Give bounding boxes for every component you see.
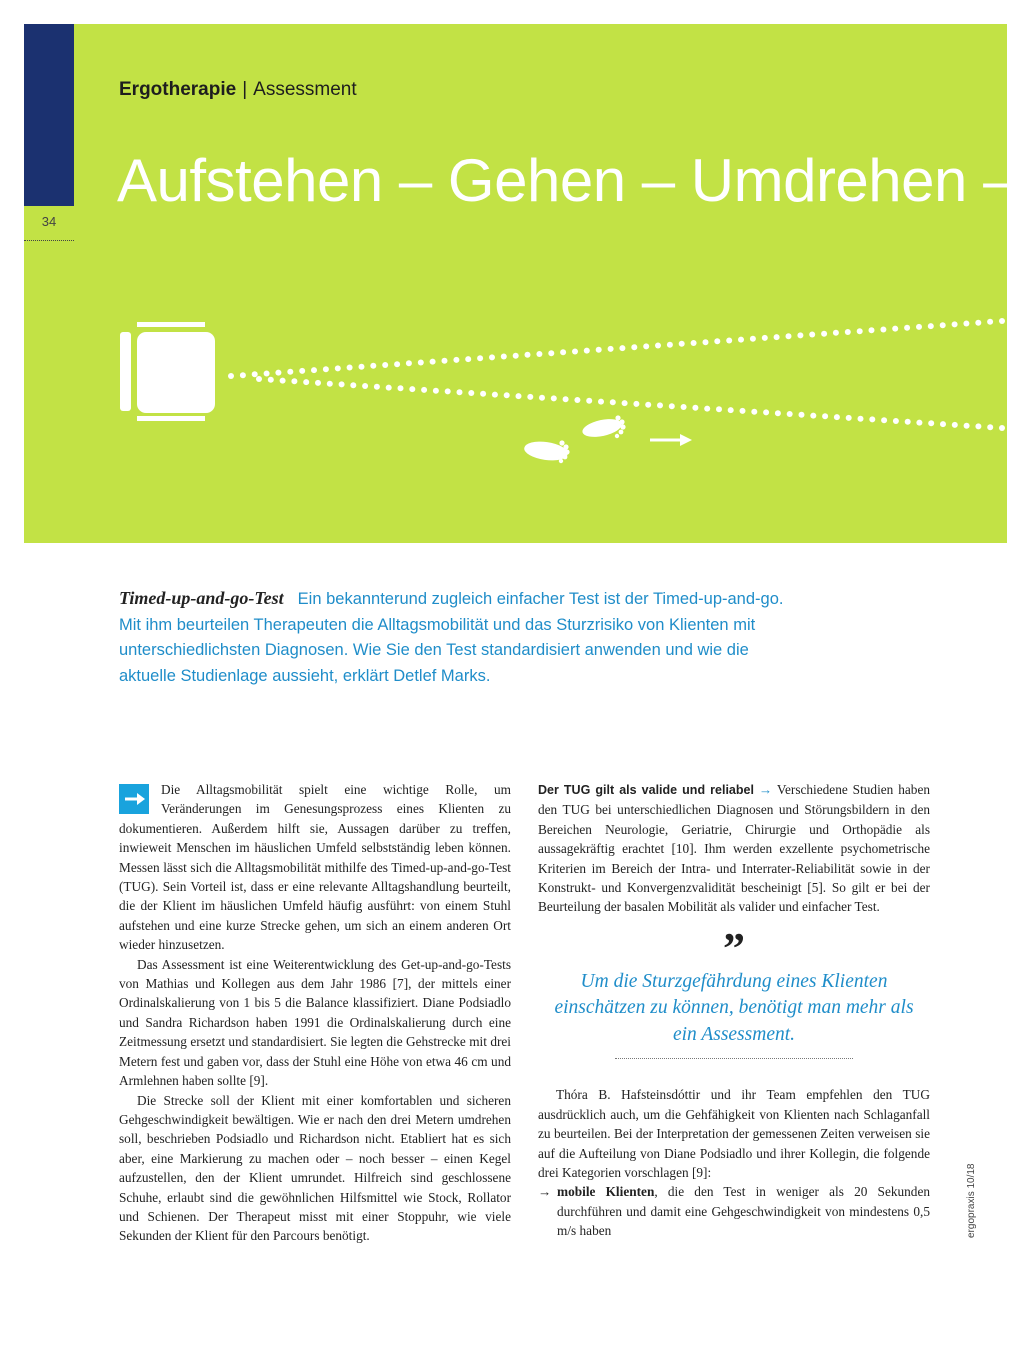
path-dot (280, 378, 286, 384)
path-dot (598, 399, 604, 405)
path-dot (728, 407, 734, 413)
path-dot (762, 335, 768, 341)
path-dot (275, 370, 281, 376)
path-dot (928, 323, 934, 329)
path-dot (574, 397, 580, 403)
path-dot (999, 425, 1005, 431)
path-dot (858, 416, 864, 422)
path-dot (323, 366, 329, 372)
body-paragraph: Die Strecke soll der Klient mit einer komfortablen und sicheren Gehgeschwindigkeit bewältigen. Wie er nach den drei Metern umdrehen soll, beschrieben Podsiadlo und Richardson nicht. Etabliert hat es sich aber, eine Markierung zu machen oder – noch besser – einen Kegel aufzustellen, den der Klient umrundet. Hilfreich sind geschlossene Schuhe, erlaubt sind die gewöhnlichen Hilfsmittel wie Stock, Rollator und Schienen. Der Therapeut misst mit einer Stoppuhr, wie viele Sekunden der Klient für den Parcours benötigt. (119, 1092, 511, 1244)
quote-mark-icon: ” (723, 923, 745, 973)
section-label: Ergotherapie (119, 79, 237, 100)
path-dot (928, 420, 934, 426)
path-dot (905, 419, 911, 425)
path-dot (394, 361, 400, 367)
path-dot (751, 409, 757, 415)
path-dot (775, 410, 781, 416)
path-dot (703, 339, 709, 345)
page-number: 34 (41, 214, 57, 229)
path-dot (952, 422, 958, 428)
path-dot (386, 385, 392, 391)
left-column (119, 780, 511, 1246)
path-dot (430, 359, 436, 365)
path-dot (774, 334, 780, 340)
hero-banner (24, 24, 1007, 543)
body-paragraph: Das Assessment ist eine Weiterentwicklung des Get-up-and-go-Tests von Mathias und Kollegen aus dem Jahr 1986 [7], der mittels einer Ordinalskalierung von 1 bis 5 die Balance klassifiziert. Diane Podsiadlo und Sandra Richardson haben 1991 die Ordinalskalierung durch eine Zeitmessung ersetzt und standardisiert. Sie legten die Gehstrecke mit drei Metern fest und gaben vor, dass der Stuhl eine Höhe von etwa 46 cm und Armlehnen haben sollte [9]. (119, 956, 511, 1089)
path-dot (667, 342, 673, 348)
path-dot (916, 324, 922, 330)
list-item-term: mobile Klienten (557, 1184, 655, 1200)
path-dot (315, 380, 321, 386)
paragraph-text: Verschiedene Studien haben den TUG bei unterschiedlichen Diagnosen und Störungsbildern in den Bereichen Neurologie, Geriatrie, Chirurgie und Orthopädie als aussagekräftig erachtet [10]. Ihm werden exzellente psychometrische Kriterien im Bereich der Intra- und Interrater-Reliabilität sowie in der Konstrukt- und Konvergenzvalidität bescheinigt [5]. So gilt er bei der Beurteilung der basalen Mobilität als valider und einfacher Test. (538, 782, 930, 915)
path-dot (382, 362, 388, 368)
path-dot (643, 343, 649, 349)
path-dot (442, 358, 448, 364)
path-dot (468, 390, 474, 396)
path-dot (631, 344, 637, 350)
bullet-arrow: → (538, 1184, 552, 1200)
journal-issue-label: ergopraxis 10/18 (966, 1163, 977, 1238)
path-dot (252, 371, 258, 377)
list-item-description: , die den Test in weniger als 20 Sekunden durchführen und damit eine Gehgeschwindigkeit von mindestens 0,5 m/s haben (557, 1184, 930, 1239)
path-dot (904, 325, 910, 331)
path-dot (572, 349, 578, 355)
path-dot (881, 417, 887, 423)
path-dot (845, 329, 851, 335)
body-paragraph (538, 780, 930, 917)
path-dot (453, 357, 459, 363)
path-dot (299, 368, 305, 374)
path-dot (892, 326, 898, 332)
path-dot (256, 376, 262, 382)
path-dot (740, 408, 746, 414)
path-dot (964, 423, 970, 429)
path-dot (679, 341, 685, 347)
path-dot (465, 356, 471, 362)
path-dot (311, 367, 317, 373)
path-dot (916, 420, 922, 426)
path-dot (857, 328, 863, 334)
path-dot (869, 327, 875, 333)
path-dot (999, 318, 1005, 324)
path-dot (940, 322, 946, 328)
path-dot (880, 327, 886, 333)
path-dot (362, 383, 368, 389)
path-dot (834, 414, 840, 420)
lead-text: Ein bekannterund zugleich einfacher Test ist der Timed-up-and-go. Mit ihm beurteilen Therapeuten die Alltagsmobilität und das Sturzrisiko von Klienten mit unterschiedlichsten Diagnosen. Wie Sie den Test standardisiert anwenden und wie die aktuelle Studienlage aussieht, erklärt Detlef Marks. (119, 590, 784, 685)
subheading: Der TUG gilt als valide und reliabel (538, 783, 754, 797)
path-dot (418, 360, 424, 366)
path-dot (539, 395, 545, 401)
illustration (24, 24, 1007, 543)
path-dot (655, 343, 661, 349)
path-dot (633, 401, 639, 407)
list-item (538, 1182, 930, 1240)
path-dot (821, 331, 827, 337)
path-dot (350, 382, 356, 388)
footprints-icon (523, 415, 626, 463)
path-dot (691, 340, 697, 346)
path-dot (608, 346, 614, 352)
path-dot (681, 404, 687, 410)
path-dot (457, 389, 463, 395)
path-dot (501, 354, 507, 360)
path-dot (584, 348, 590, 354)
path-dot (669, 403, 675, 409)
path-dot (513, 353, 519, 359)
path-dot (359, 364, 365, 370)
path-dot (551, 395, 557, 401)
path-dot (893, 418, 899, 424)
pull-quote: Um die Sturzgefährdung eines Klienten einschätzen zu können, benötigt man mehr als ein Assessment. (554, 970, 914, 1045)
path-dot (516, 393, 522, 399)
path-dot (240, 372, 246, 378)
article-lead (119, 586, 799, 689)
path-dot (714, 338, 720, 344)
list-item-text (557, 1182, 930, 1240)
path-dot (619, 345, 625, 351)
path-dot (787, 411, 793, 417)
path-dot (480, 391, 486, 397)
path-dot (264, 371, 270, 377)
path-dot (374, 384, 380, 390)
dotted-path-icon (228, 318, 1005, 431)
path-dot (409, 386, 415, 392)
path-dot (810, 413, 816, 419)
subsection-label: Assessment (253, 79, 357, 100)
path-dot (335, 365, 341, 371)
path-dot (406, 360, 412, 366)
arrow-right-icon (119, 784, 149, 814)
path-dot (563, 396, 569, 402)
path-dot (596, 347, 602, 353)
article-headline: Aufstehen – Gehen – Umdrehen – (117, 147, 1016, 214)
path-dot (846, 415, 852, 421)
path-dot (869, 416, 875, 422)
path-dot (586, 398, 592, 404)
body-paragraph: Die Alltagsmobilität spielt eine wichtige Rolle, um Veränderungen im Genesungsprozess eines Klienten zu dokumentieren. Außerdem hilft sie, Aussagen darüber zu treffen, inwieweit Menschen im häuslichen Umfeld selbstständig leben können. Messen lässt sich die Alltagsmobilität mithilfe des Timed-up-and-go-Test (TUG). Sein Vorteil ist, dass er eine relevante Alltagshandlung beurteilt, die der Klient im häuslichen Umfeld häufig ausführt: von einem Stuhl aufstehen und eine kurze Strecke gehen, um sich an einem anderen Ort wieder hinzusetzen. (119, 782, 511, 953)
path-dot (809, 332, 815, 338)
quote-divider (615, 1058, 853, 1059)
page-number-divider (24, 240, 74, 241)
path-dot (492, 392, 498, 398)
path-dot (975, 320, 981, 326)
path-dot (287, 369, 293, 375)
path-dot (657, 402, 663, 408)
path-dot (560, 349, 566, 355)
path-dot (228, 373, 234, 379)
path-dot (291, 378, 297, 384)
path-dot (398, 385, 404, 391)
path-dot (489, 354, 495, 360)
arrow-right-icon (650, 434, 692, 446)
path-dot (477, 355, 483, 361)
path-dot (738, 337, 744, 343)
chair-icon (120, 322, 215, 421)
right-column (538, 780, 930, 1241)
path-dot (822, 413, 828, 419)
kicker-separator: | (242, 79, 248, 100)
path-dot (763, 409, 769, 415)
path-dot (786, 333, 792, 339)
path-dot (327, 381, 333, 387)
path-dot (797, 332, 803, 338)
path-dot (963, 321, 969, 327)
path-dot (952, 321, 958, 327)
path-dot (645, 402, 651, 408)
section-kicker (119, 79, 357, 101)
path-dot (548, 350, 554, 356)
path-dot (421, 387, 427, 393)
path-dot (692, 405, 698, 411)
section-color-tab (24, 24, 74, 206)
path-dot (370, 363, 376, 369)
subheading-arrow: → (758, 782, 773, 797)
path-dot (268, 377, 274, 383)
path-dot (347, 365, 353, 371)
path-dot (833, 330, 839, 336)
path-dot (527, 394, 533, 400)
path-dot (750, 336, 756, 342)
path-dot (726, 338, 732, 344)
path-dot (799, 412, 805, 418)
path-dot (610, 399, 616, 405)
path-dot (303, 379, 309, 385)
path-dot (433, 388, 439, 394)
path-dot (622, 400, 628, 406)
path-dot (339, 381, 345, 387)
path-dot (716, 406, 722, 412)
path-dot (987, 424, 993, 430)
path-dot (536, 351, 542, 357)
path-dot (445, 388, 451, 394)
path-dot (525, 352, 531, 358)
path-dot (975, 423, 981, 429)
path-dot (940, 421, 946, 427)
lead-label: Timed-up-and-go-Test (119, 588, 284, 608)
path-dot (704, 406, 710, 412)
body-paragraph: Thóra B. Hafsteinsdóttir und ihr Team empfehlen den TUG ausdrücklich auch, um die Gehfähigkeit von Klienten nach Schlaganfall zu beurteilen. Bei der Interpretation der gemessenen Zeiten verweisen sie auf die Aufteilung von Diane Podsiadlo und ihrer Kollegin, die folgende drei Kategorien vorschlagen [9]: (538, 1087, 930, 1180)
path-dot (987, 319, 993, 325)
path-dot (504, 392, 510, 398)
